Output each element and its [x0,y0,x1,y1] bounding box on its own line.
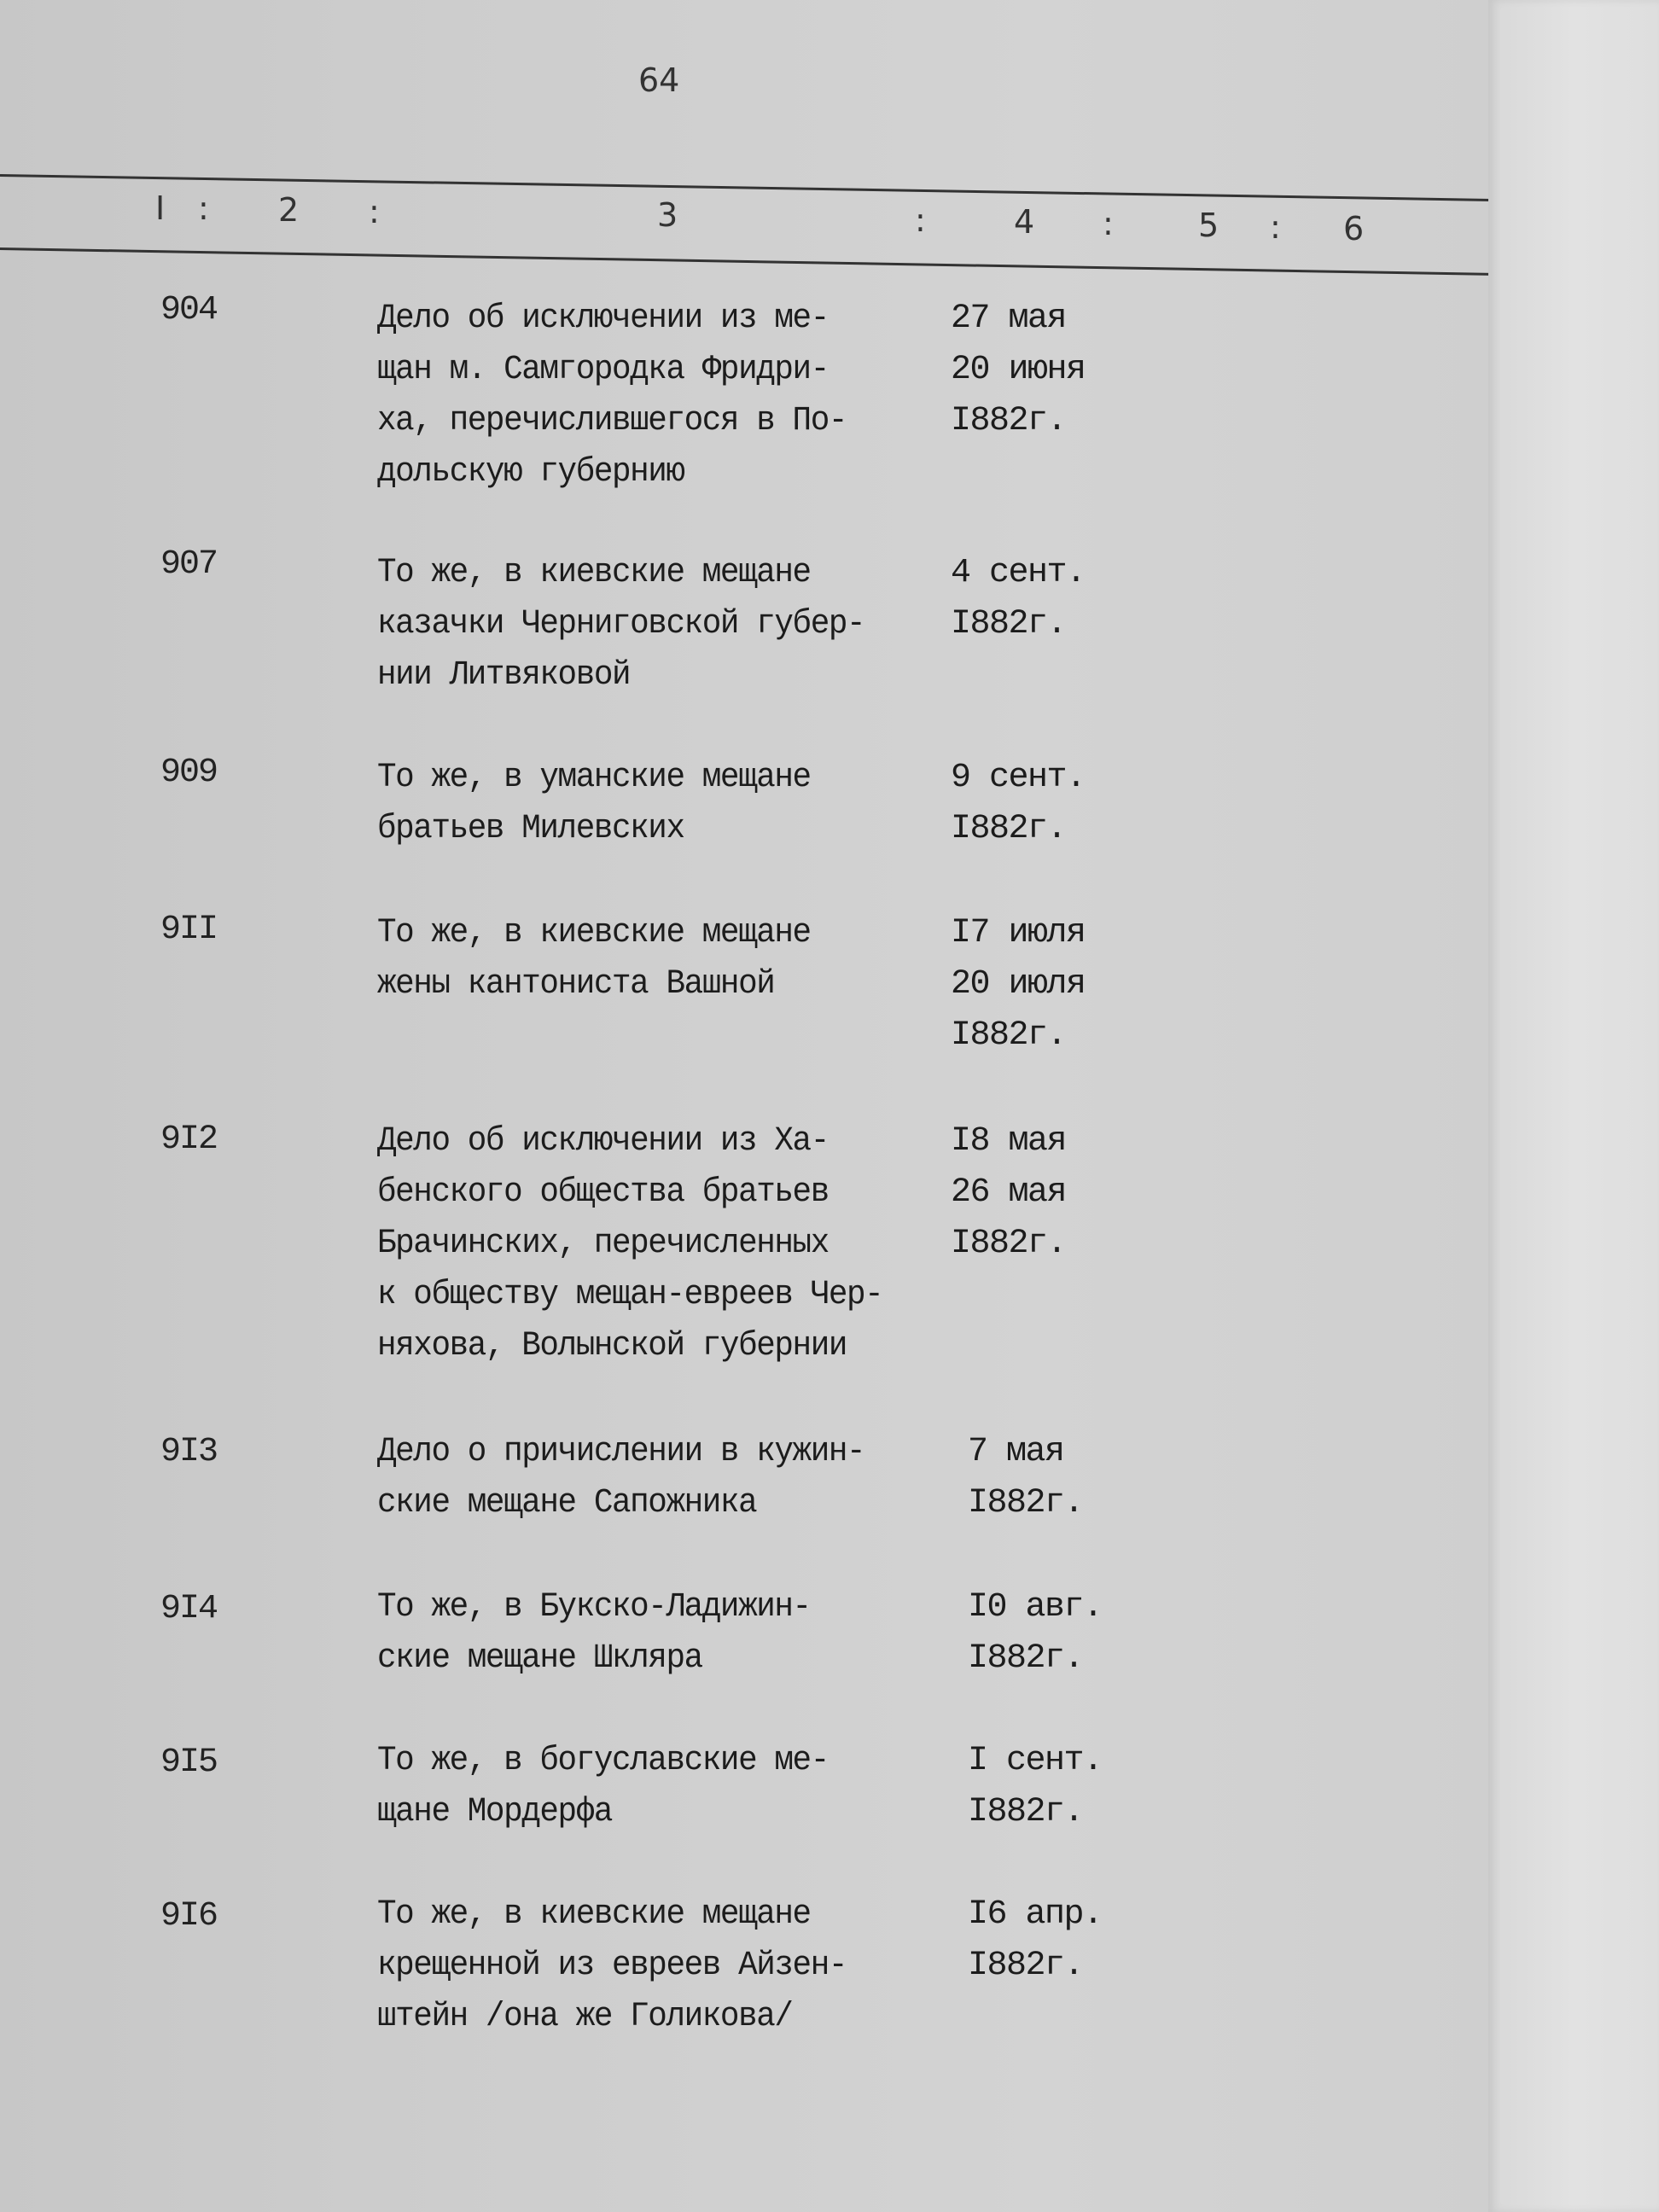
date-line: I8 мая [951,1122,1067,1161]
description-line: Дело о причислении в кужин- [377,1433,865,1471]
entry-description [377,1116,923,1372]
entry-date [951,908,1138,1062]
entry-number: 9I5 [160,1743,218,1782]
column-header-separator: : [369,193,380,230]
description-line: То же, в киевские мещане [377,914,811,952]
description-line: казачки Черниговской губер- [377,605,865,643]
date-line: I882г. [951,605,1067,643]
description-line: нии Литвяковой [377,656,631,695]
description-line: Брачинских, перечисленных [377,1225,829,1263]
entry-description [377,1736,923,1838]
date-line: I882г. [951,1225,1067,1263]
entry-number: 9I3 [160,1433,218,1471]
date-line: I882г. [951,810,1067,848]
column-header-2: 2 [278,191,300,229]
date-line: I882г. [951,1016,1067,1055]
entry-number: 907 [160,545,218,584]
entry-number: 9I2 [160,1121,218,1159]
entry-number: 9II [160,911,218,949]
entry-description [377,1889,923,2043]
column-header-separator: : [1270,208,1281,246]
description-line: крещенной из евреев Айзен- [377,1947,847,1985]
description-line: штейн /она же Голикова/ [377,1998,793,2036]
description-line: дольскую губернию [377,453,684,492]
date-line: I882г. [968,1947,1084,1985]
description-line: ха, перечислившегося в По- [377,402,847,440]
date-line: 27 мая [951,300,1067,338]
description-line: к обществу мещан-евреев Чер- [377,1276,883,1314]
entry-description [377,908,923,1010]
entry-number: 9I6 [160,1897,218,1936]
date-line: I сент. [968,1742,1103,1780]
entry-date [951,294,1138,447]
date-line: I0 авг. [968,1588,1103,1627]
description-line: ские мещане Сапожника [377,1484,757,1522]
entry-date [968,1889,1155,1992]
entry-date [968,1736,1155,1838]
description-line: бенского общества братьев [377,1173,829,1212]
date-line: I6 апр. [968,1895,1103,1934]
date-line: 4 сент. [951,554,1086,592]
entry-number: 909 [160,754,218,792]
entry-number: 9I4 [160,1590,218,1628]
date-line: I882г. [968,1639,1084,1678]
column-header-3: 3 [657,196,678,234]
date-line: 20 июля [951,965,1086,1004]
column-header-separator: : [198,189,209,227]
entry-date [951,1116,1138,1270]
description-line: Дело об исключении из Ха- [377,1122,829,1161]
entry-date [951,753,1138,855]
date-line: 7 мая [968,1433,1064,1471]
description-line: жены кантониста Вашной [377,965,775,1004]
entry-number: 904 [160,291,218,329]
entry-description [377,1427,923,1529]
description-line: ские мещане Шкляра [377,1639,702,1678]
entry-description [377,1582,923,1685]
date-line: 9 сент. [951,759,1086,797]
date-line: I882г. [951,402,1067,440]
description-line: То же, в киевские мещане [377,1895,811,1934]
entry-description [377,294,923,498]
entry-date [951,548,1138,650]
description-line: щан м. Самгородка Фридри- [377,351,829,389]
next-page-edge [1488,0,1659,2212]
description-line: То же, в уманские мещане [377,759,811,797]
description-line: щане Мордерфа [377,1793,613,1831]
column-header-5: 5 [1198,207,1220,244]
description-line: няхова, Волынской губернии [377,1327,847,1365]
header-bottom-rule [0,247,1497,276]
entry-date [968,1582,1155,1685]
column-header-separator: : [915,201,926,239]
description-line: То же, в богуславские ме- [377,1742,829,1780]
column-header-separator: : [1103,205,1114,242]
column-header-6: 6 [1343,210,1365,247]
description-line: То же, в киевские мещане [377,554,811,592]
entry-description [377,548,923,701]
page-number: 64 [638,61,680,99]
date-line: 20 июня [951,351,1086,389]
column-header-4: 4 [1014,203,1035,241]
column-header-1: I [155,189,166,227]
header-top-rule [0,174,1497,201]
date-line: I7 июля [951,914,1086,952]
description-line: братьев Милевских [377,810,684,848]
description-line: Дело об исключении из ме- [377,300,829,338]
date-line: 26 мая [951,1173,1067,1212]
date-line: I882г. [968,1484,1084,1522]
entry-description [377,753,923,855]
date-line: I882г. [968,1793,1084,1831]
description-line: То же, в Букско-Ладижин- [377,1588,811,1627]
entry-date [968,1427,1155,1529]
